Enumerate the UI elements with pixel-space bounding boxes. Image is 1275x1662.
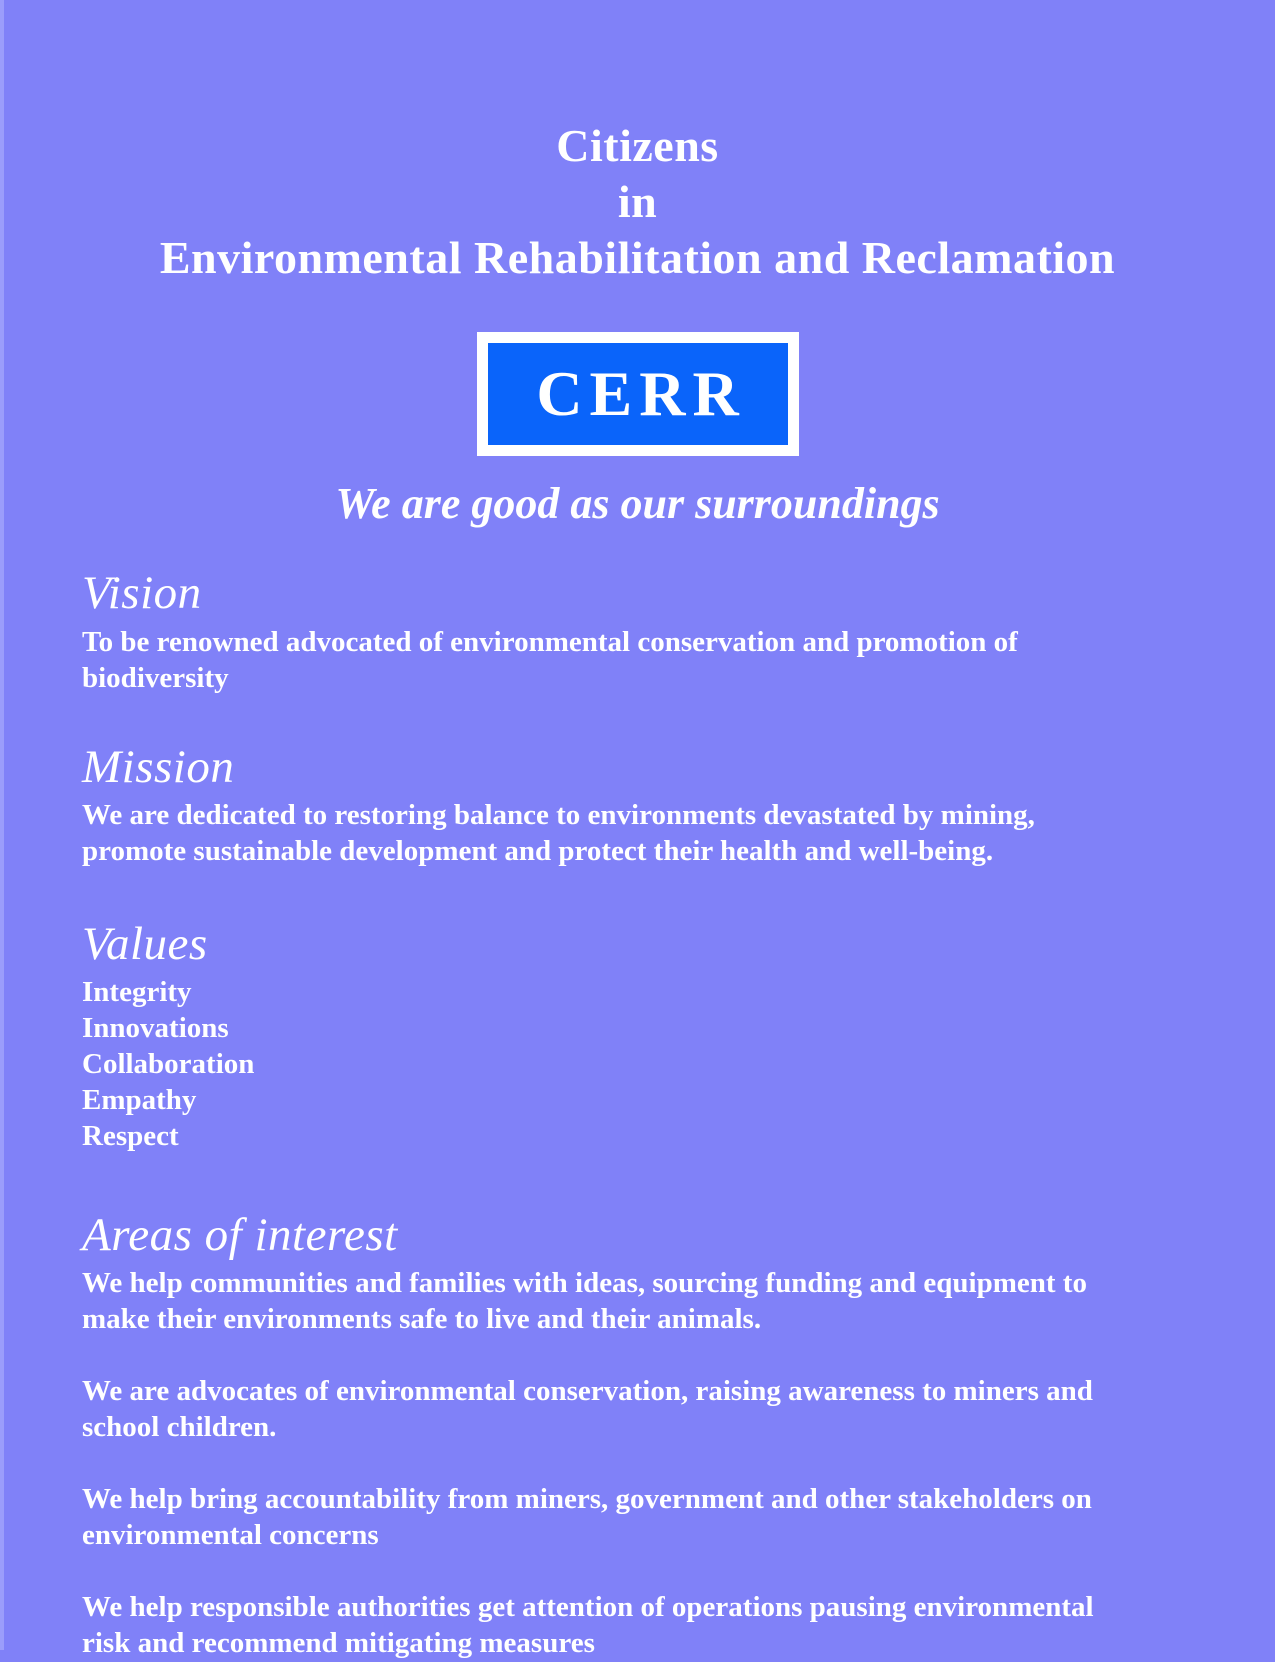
vision-heading: Vision — [82, 567, 202, 620]
section-values — [82, 917, 1191, 1155]
values-heading: Values — [82, 917, 208, 970]
title-block — [0, 0, 1275, 286]
tagline: We are good as our surroundings — [335, 479, 940, 529]
section-vision — [82, 569, 1191, 696]
values-list — [82, 975, 1191, 1155]
section-mission — [82, 740, 1191, 870]
values-item: Collaboration — [82, 1048, 255, 1081]
title-line-1: Citizens — [556, 120, 719, 171]
values-item: Integrity — [82, 976, 192, 1009]
areas-heading: Areas of interest — [82, 1208, 398, 1261]
areas-paragraph: We help bring accountability from miners, government and other stakeholders on environmental concerns — [82, 1483, 1092, 1552]
areas-paragraph: We help responsible authorities get attention of operations pausing environmental risk and recommend mitigating measures — [82, 1591, 1094, 1659]
areas-paragraph: We help communities and families with ideas, sourcing funding and equipment to make their environments safe to live and their animals. — [82, 1267, 1087, 1336]
scan-edge-strip — [0, 0, 4, 1650]
cerr-logo-text: CERR — [536, 358, 746, 430]
content — [0, 569, 1275, 1662]
mission-heading: Mission — [82, 740, 235, 793]
cerr-logo-inner — [488, 343, 788, 445]
values-item: Innovations — [82, 1012, 229, 1045]
vision-body: To be renowned advocated of environmental conservation and promotion of biodiversity — [82, 625, 1018, 694]
title-line-2: in — [617, 176, 658, 228]
title-line-3: Environmental Rehabilitation and Reclamation — [159, 232, 1116, 284]
values-item: Empathy — [82, 1084, 197, 1117]
section-areas-of-interest — [82, 1208, 1191, 1662]
mission-body: We are dedicated to restoring balance to environments devastated by mining, promote sustainable development and protect their health and well-being. — [82, 798, 1035, 867]
values-item: Respect — [82, 1119, 179, 1152]
cerr-logo — [477, 332, 799, 456]
areas-paragraph: We are advocates of environmental conservation, raising awareness to miners and school children. — [82, 1375, 1093, 1444]
